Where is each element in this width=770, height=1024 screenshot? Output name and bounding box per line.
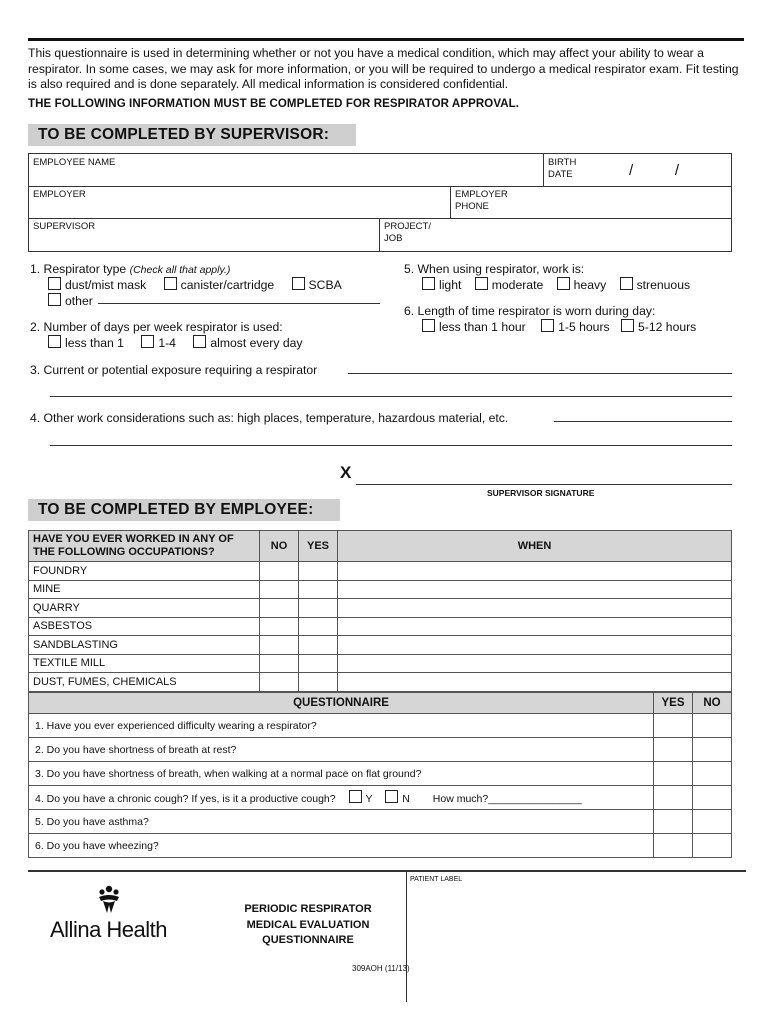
question-4-cell <box>29 786 654 810</box>
yes-header: YES <box>299 531 338 562</box>
table-row <box>29 562 732 581</box>
table-row <box>29 786 732 810</box>
table-row <box>29 738 732 762</box>
checkbox[interactable] <box>475 277 488 290</box>
yes-cell[interactable] <box>654 786 693 810</box>
row-supervisor <box>29 218 731 251</box>
intro-paragraph: This questionnaire is used in determining whether or not you have a medical condition, which may affect your ability to wear a respirator. In some cases, we may ask for more information, or you will be required to undergo a medical respirator exam. Fit testing is also required and is done separately. All medical information is considered confidential. <box>28 46 739 91</box>
q4-label: 4. Other work considerations such as: high places, temperature, hazardous material, etc. <box>30 411 509 425</box>
birth-date-label: BIRTH DATE <box>548 157 577 180</box>
table-row <box>29 654 732 673</box>
form-code: 309AOH (11/13) <box>352 964 410 973</box>
yes-cell[interactable] <box>654 738 693 762</box>
q3-label: 3. Current or potential exposure requiring a respirator <box>30 363 318 377</box>
checkbox[interactable] <box>557 277 570 290</box>
employee-name-label: EMPLOYEE NAME <box>33 157 116 168</box>
birth-date-field[interactable]: / / <box>629 162 680 179</box>
yes-header: YES <box>654 693 693 714</box>
no-cell[interactable] <box>693 738 732 762</box>
occupation-label: MINE <box>29 580 260 599</box>
q4-line-2[interactable] <box>50 445 732 446</box>
option-1-5-hours: 1-5 hours <box>558 320 610 334</box>
checkbox[interactable] <box>541 319 554 332</box>
when-cell[interactable] <box>338 617 732 636</box>
signature-x-mark: X <box>340 463 352 482</box>
option-y: Y <box>365 793 373 805</box>
q5-label: 5. When using respirator, work is: <box>404 262 585 276</box>
table-row <box>29 636 732 655</box>
no-cell[interactable] <box>693 714 732 738</box>
checkbox[interactable] <box>48 293 61 306</box>
option-less-than-1: less than 1 <box>65 336 124 350</box>
no-cell[interactable] <box>260 654 299 673</box>
no-header: NO <box>693 693 732 714</box>
q4-line[interactable] <box>554 421 732 422</box>
no-cell[interactable] <box>693 762 732 786</box>
footer-rule <box>28 870 746 872</box>
option-1-4: 1-4 <box>158 336 176 350</box>
employer-label: EMPLOYER <box>33 189 86 200</box>
occupations-table <box>28 530 732 692</box>
no-cell[interactable] <box>260 580 299 599</box>
supervisor-info-grid <box>28 153 732 252</box>
supervisor-section-title: TO BE COMPLETED BY SUPERVISOR: <box>28 124 356 146</box>
table-row <box>29 673 732 692</box>
checkbox[interactable] <box>422 277 435 290</box>
q3-line-2[interactable] <box>50 396 732 397</box>
footer-divider <box>406 872 407 1002</box>
yes-cell[interactable] <box>299 599 338 618</box>
form-title <box>238 902 378 949</box>
occupation-label: SANDBLASTING <box>29 636 260 655</box>
checkbox[interactable] <box>48 335 61 348</box>
checkbox[interactable] <box>292 277 305 290</box>
no-cell[interactable] <box>260 599 299 618</box>
q1-hint: (Check all that apply.) <box>129 264 231 276</box>
occupation-label: QUARRY <box>29 599 260 618</box>
no-cell[interactable] <box>693 786 732 810</box>
no-cell[interactable] <box>260 636 299 655</box>
table-row <box>29 599 732 618</box>
row-employer <box>29 186 731 219</box>
yes-cell[interactable] <box>299 654 338 673</box>
table-row <box>29 834 732 858</box>
table-row <box>29 714 732 738</box>
row-employee-name <box>29 154 731 187</box>
approval-notice: THE FOLLOWING INFORMATION MUST BE COMPLETED FOR RESPIRATOR APPROVAL. <box>28 98 520 110</box>
other-line[interactable] <box>98 303 380 304</box>
no-header: NO <box>260 531 299 562</box>
project-job-label: PROJECT/ JOB <box>384 221 431 244</box>
q6-label: 6. Length of time respirator is worn during day: <box>404 304 656 318</box>
checkbox[interactable] <box>141 335 154 348</box>
no-cell[interactable] <box>693 834 732 858</box>
option-strenuous: strenuous <box>636 278 691 292</box>
when-header: WHEN <box>338 531 732 562</box>
q1-other <box>48 293 93 309</box>
table-row <box>29 762 732 786</box>
option-scba: SCBA <box>308 278 342 292</box>
option-other: other <box>65 294 93 308</box>
when-cell[interactable] <box>338 673 732 692</box>
form-title-line-3: QUESTIONNAIRE <box>262 934 354 946</box>
when-cell[interactable] <box>338 654 732 673</box>
table-row <box>29 617 732 636</box>
occupation-label: FOUNDRY <box>29 562 260 581</box>
option-canister: canister/cartridge <box>180 278 275 292</box>
option-n: N <box>402 793 410 805</box>
yes-cell[interactable] <box>299 617 338 636</box>
option-almost-every-day: almost every day <box>210 336 303 350</box>
option-light: light <box>439 278 462 292</box>
questionnaire-header: QUESTIONNAIRE <box>29 693 654 714</box>
q1-options <box>48 277 342 293</box>
option-5-12-hours: 5-12 hours <box>638 320 697 334</box>
divider <box>543 154 544 186</box>
yes-cell[interactable] <box>654 810 693 834</box>
employer-phone-label: EMPLOYER PHONE <box>455 189 508 212</box>
checkbox[interactable] <box>422 319 435 332</box>
yes-cell[interactable] <box>299 636 338 655</box>
divider <box>450 186 451 218</box>
supervisor-signature-label: SUPERVISOR SIGNATURE <box>487 488 595 498</box>
yes-cell[interactable] <box>654 714 693 738</box>
patient-label-title: PATIENT LABEL <box>410 876 463 883</box>
supervisor-label: SUPERVISOR <box>33 221 96 232</box>
when-cell[interactable] <box>338 562 732 581</box>
allina-health-logo-text: Allina Health <box>50 917 168 942</box>
q6-options <box>422 319 696 335</box>
yes-cell[interactable] <box>299 580 338 599</box>
q1 <box>30 261 230 278</box>
checkbox[interactable] <box>349 790 362 803</box>
option-heavy: heavy <box>573 278 607 292</box>
no-cell[interactable] <box>260 673 299 692</box>
q3-line[interactable] <box>348 373 732 374</box>
occupation-label: ASBESTOS <box>29 617 260 636</box>
supervisor-signature-line[interactable] <box>356 484 732 485</box>
question-text: 3. Do you have shortness of breath, when walking at a normal pace on flat ground? <box>29 762 654 786</box>
form-title-line-1: PERIODIC RESPIRATOR <box>244 903 372 915</box>
yes-cell[interactable] <box>299 673 338 692</box>
question-text: 6. Do you have wheezing? <box>29 834 654 858</box>
occupation-label: TEXTILE MILL <box>29 654 260 673</box>
question-text: 5. Do you have asthma? <box>29 810 654 834</box>
yes-cell[interactable] <box>654 834 693 858</box>
divider <box>379 218 380 251</box>
q2-label: 2. Number of days per week respirator is used: <box>30 320 283 334</box>
checkbox[interactable] <box>48 277 61 290</box>
q5-options <box>422 277 690 293</box>
when-cell[interactable] <box>338 636 732 655</box>
occupations-header: HAVE YOU EVER WORKED IN ANY OF THE FOLLOWING OCCUPATIONS? <box>29 531 260 562</box>
occupation-label: DUST, FUMES, CHEMICALS <box>29 673 260 692</box>
questionnaire-table <box>28 692 732 858</box>
question-text: 1. Have you ever experienced difficulty wearing a respirator? <box>29 714 654 738</box>
checkbox[interactable] <box>620 277 633 290</box>
question-text: 2. Do you have shortness of breath at rest? <box>29 738 654 762</box>
table-row <box>29 810 732 834</box>
when-cell[interactable] <box>338 599 732 618</box>
when-cell[interactable] <box>338 580 732 599</box>
table-row <box>29 580 732 599</box>
employee-section-title: TO BE COMPLETED BY EMPLOYEE: <box>28 499 340 521</box>
yes-cell[interactable] <box>299 562 338 581</box>
q2-options <box>48 335 302 351</box>
allina-logo-icon <box>93 885 125 920</box>
top-rule <box>28 38 744 41</box>
checkbox[interactable] <box>385 790 398 803</box>
how-much-field[interactable]: How much?________________ <box>432 793 582 805</box>
option-dust-mist: dust/mist mask <box>65 278 147 292</box>
q1-label: 1. Respirator type <box>30 262 127 276</box>
checkbox[interactable] <box>621 319 634 332</box>
yes-cell[interactable] <box>654 762 693 786</box>
option-less-than-1-hour: less than 1 hour <box>439 320 526 334</box>
no-cell[interactable] <box>693 810 732 834</box>
checkbox[interactable] <box>193 335 206 348</box>
option-moderate: moderate <box>491 278 544 292</box>
question-text: 4. Do you have a chronic cough? If yes, is it a productive cough? <box>35 793 336 805</box>
no-cell[interactable] <box>260 617 299 636</box>
checkbox[interactable] <box>164 277 177 290</box>
form-title-line-2: MEDICAL EVALUATION <box>246 918 370 931</box>
no-cell[interactable] <box>260 562 299 581</box>
